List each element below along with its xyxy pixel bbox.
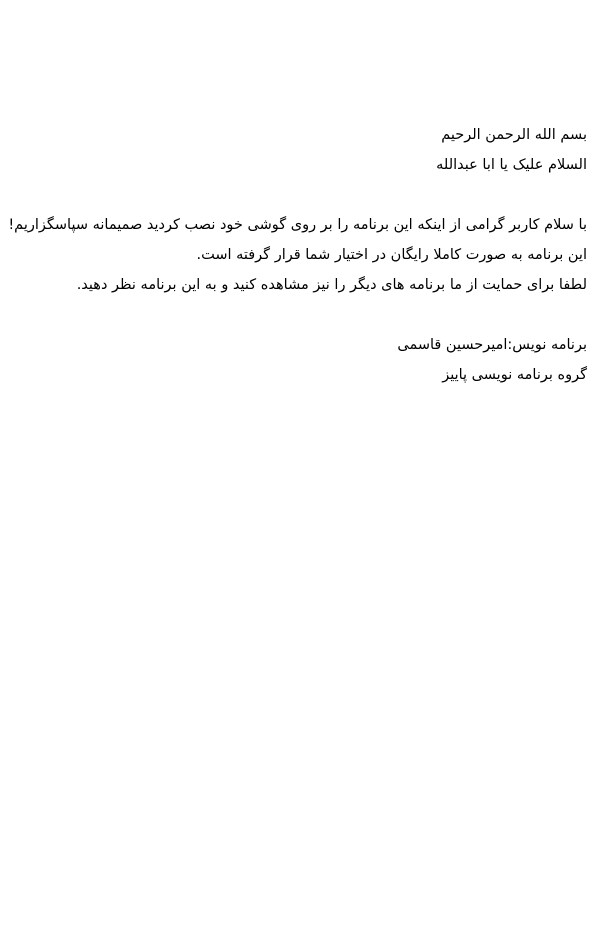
salutation-text: السلام علیک یا ابا عبدالله [436, 157, 587, 173]
support-request-text: لطفا برای حمایت از ما برنامه های دیگر را نیز مشاهده کنید و به این برنامه نظر دهید. [76, 277, 587, 293]
free-app-text: این برنامه به صورت کاملا رایگان در اختیار شما قرار گرفته است. [196, 247, 587, 263]
bismillah-text: بسم الله الرحمن الرحیم [441, 127, 587, 143]
thank-you-text: با سلام کاربر گرامی از اینکه این برنامه را بر روی گوشی خود نصب کردید صمیمانه سپاسگزاریم! [8, 217, 587, 233]
paragraph-spacer [8, 300, 587, 330]
developer-credit: برنامه نویس:امیرحسین قاسمی [397, 337, 587, 353]
paragraph-spacer [8, 180, 587, 210]
team-credit: گروه برنامه نویسی پاییز [442, 367, 587, 383]
about-text-container [8, 120, 587, 390]
